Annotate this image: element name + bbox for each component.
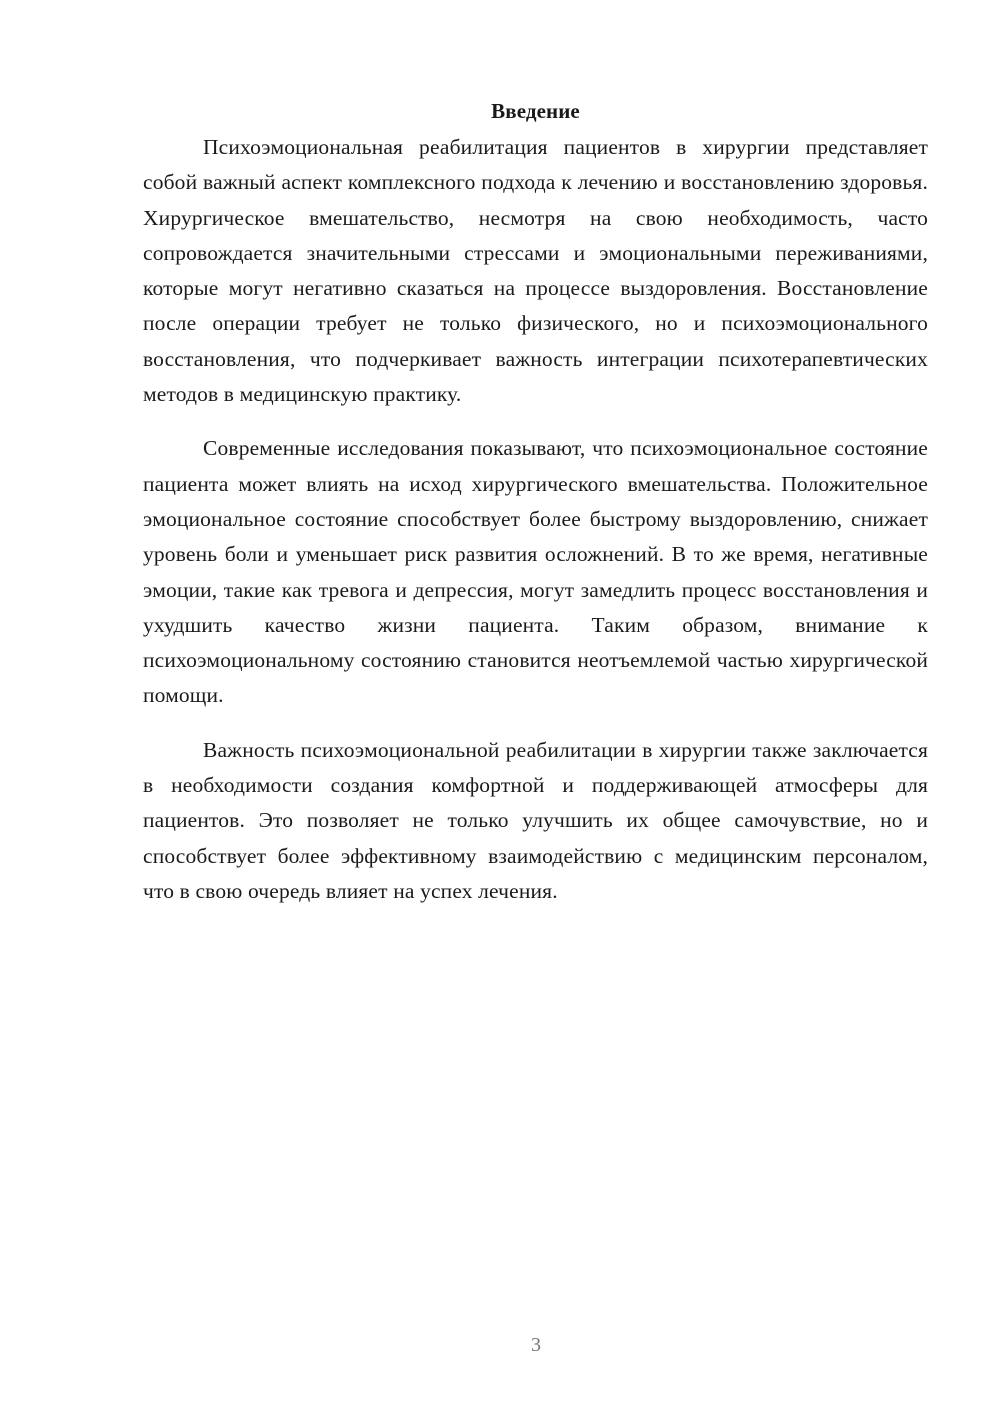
paragraph-3: Важность психоэмоциональной реабилитации в хирургии также заключается в необходимости создания комфортной и поддерживающей атмосферы для пациентов. Это позволяет не только улучшить их общее самочувствие, но и способствует более эффективному взаимодействию с медицинским персоналом, что в свою очередь влияет на успех лечения. [143, 737, 928, 903]
paragraph-2: Современные исследования показывают, что психоэмоциональное состояние пациента может влиять на исход хирургического вмешательства. Положительное эмоциональное состояние способствует более быстрому выздоровлению, снижает уровень боли и уменьшает риск развития осложнений. В то же время, негативные эмоции, такие как тревога и депрессия, могут замедлить процесс восстановления и ухудшить качество жизни пациента. Таким образом, внимание к психоэмоциональному состоянию становится неотъемлемой частью хирургической помощи. [143, 436, 928, 708]
page-number: 3 [531, 1334, 541, 1356]
section-heading: Введение [491, 99, 580, 123]
paragraph-1: Психоэмоциональная реабилитация пациентов в хирургии представляет собой важный аспект комплексного подхода к лечению и восстановлению здоровья. Хирургическое вмешательство, несмотря на свою необходимость, часто сопровождается значительными стрессами и эмоциональными переживаниями, которые могут негативно сказаться на процессе выздоровления. Восстановление после операции требует не только физического, но и психоэмоционального восстановления, что подчеркивает важность интеграции психотерапевтических методов в медицинскую практику. [143, 135, 928, 407]
page-content [143, 96, 928, 928]
